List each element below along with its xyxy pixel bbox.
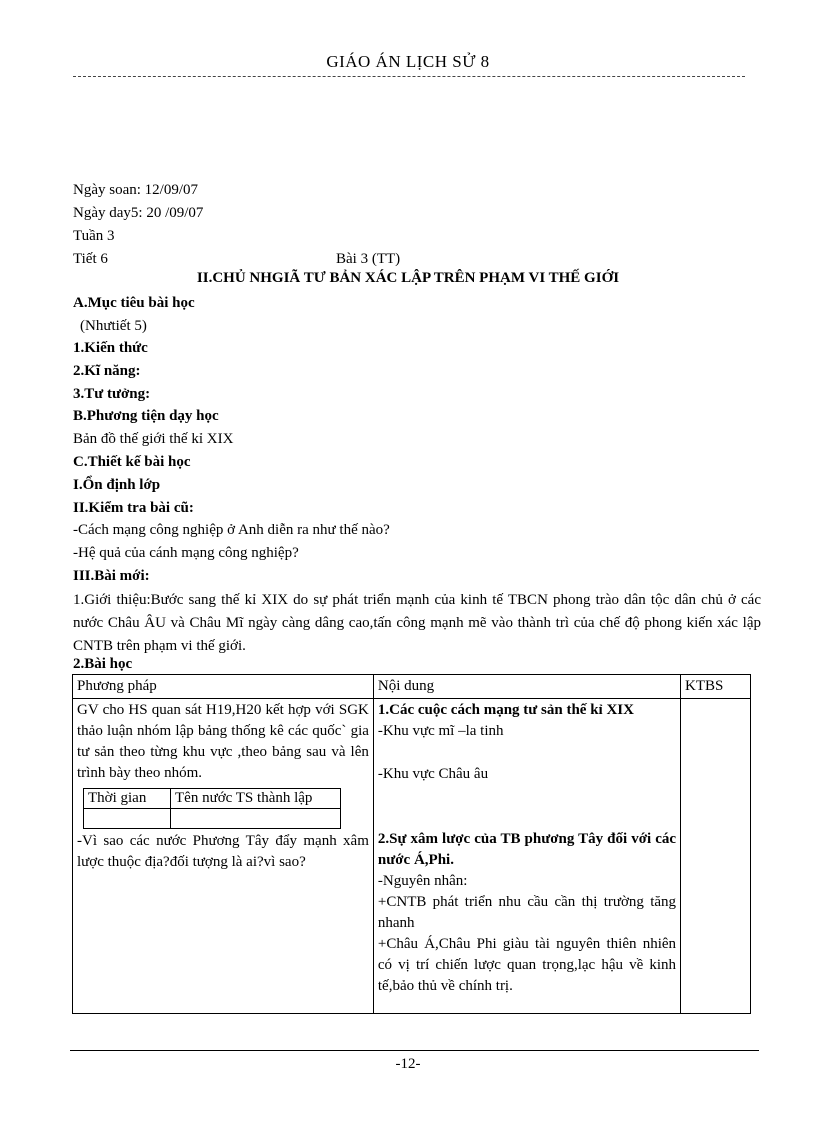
on-dinh: I.Ổn định lớp <box>73 477 161 493</box>
header-content: Nội dung <box>373 675 680 699</box>
intro-paragraph: 1.Giới thiệu:Bước sang thế kỉ XIX do sự phát triển mạnh của kinh tế TBCN phong trào dân tộc dân chủ ở các nước Châu ÂU và Châu Mĩ ngày càng dâng cao,tấn công mạnh mẽ vào thành trì của chế độ phong kiến xác lập CNTB trên phạm vi thế giới. <box>73 592 761 654</box>
tiet: Tiết 6 <box>73 251 108 267</box>
section-c: C.Thiết kế bài học <box>73 454 191 470</box>
section-a-note: (Nhưtiết 5) <box>80 318 147 334</box>
header-method: Phương pháp <box>73 675 374 699</box>
inner-empty-cell <box>84 809 171 829</box>
ngay-day: Ngày day5: 20 /09/07 <box>73 205 204 221</box>
content-line: -Khu vực mĩ –la tinh <box>377 723 504 739</box>
content-line: -Khu vực Châu âu <box>377 766 489 782</box>
section-a: A.Mục tiêu bài học <box>73 295 195 311</box>
section-b-item: Bản đồ thế giới thế kỉ XIX <box>73 431 234 447</box>
content-line: +CNTB phát triển nhu cầu cần thị trường tăng nhanh <box>377 894 677 931</box>
inner-header-time: Thời gian <box>84 789 171 809</box>
tuan: Tuần 3 <box>73 228 115 244</box>
ktbs-cell <box>681 699 751 1014</box>
header-divider <box>73 76 745 77</box>
section-b: B.Phương tiện dạy học <box>73 408 219 424</box>
bai-hoc: 2.Bài học <box>73 656 133 672</box>
header-ktbs: KTBS <box>681 675 751 699</box>
method-cell <box>73 699 374 1014</box>
footer-divider <box>70 1050 759 1051</box>
content-line: +Châu Á,Châu Phi giàu tài nguyên thiên nhiên có vị trí chiến lược quan trọng,lạc hậu về kinh tế,bảo thủ về chính trị. <box>377 936 677 994</box>
content-line: -Nguyên nhân: <box>377 873 468 889</box>
content-heading-1: 1.Các cuộc cách mạng tư sản thế kỉ XIX <box>377 702 634 718</box>
header-title: GIÁO ÁN LỊCH SỬ 8 <box>326 52 490 71</box>
bai-label: Bài 3 (TT) <box>336 251 401 267</box>
question-2: -Hệ quả của cánh mạng công nghiệp? <box>73 545 299 561</box>
inner-empty-cell <box>171 809 341 829</box>
page-number: -12- <box>395 1056 421 1072</box>
kiem-tra: II.Kiểm tra bài cũ: <box>73 500 194 516</box>
lesson-table <box>72 674 751 1014</box>
ngay-soan: Ngày soan: 12/09/07 <box>73 182 198 198</box>
inner-table <box>83 788 341 829</box>
lesson-title: II.CHỦ NHGIÃ TƯ BẢN XÁC LẬP TRÊN PHẠM VI THẾ GIỚI <box>196 270 620 286</box>
table-row <box>73 699 751 1014</box>
table-header-row <box>73 675 751 699</box>
ki-nang: 2.Kĩ năng: <box>73 363 141 379</box>
bai-moi: III.Bài mới: <box>73 568 150 584</box>
tu-tuong: 3.Tư tưởng: <box>73 386 151 402</box>
method-text: GV cho HS quan sát H19,H20 kết hợp với SGK thảo luận nhóm lập bảng thống kê các quốc` gia tư sản theo từng khu vực ,theo bảng sau và lên trình bày theo nhóm. <box>77 702 369 781</box>
method-question: -Vì sao các nước Phương Tây đẩy mạnh xâm lược thuộc địa?đối tượng là ai?vì sao? <box>77 833 369 870</box>
kien-thuc: 1.Kiến thức <box>73 340 148 356</box>
content-heading-2: 2.Sự xâm lược của TB phương Tây đối với các nước Á,Phi. <box>377 831 677 868</box>
content-cell <box>373 699 680 1014</box>
question-1: -Cách mạng công nghiệp ở Anh diễn ra như thế nào? <box>73 522 390 538</box>
inner-header-country: Tên nước TS thành lập <box>171 789 341 809</box>
